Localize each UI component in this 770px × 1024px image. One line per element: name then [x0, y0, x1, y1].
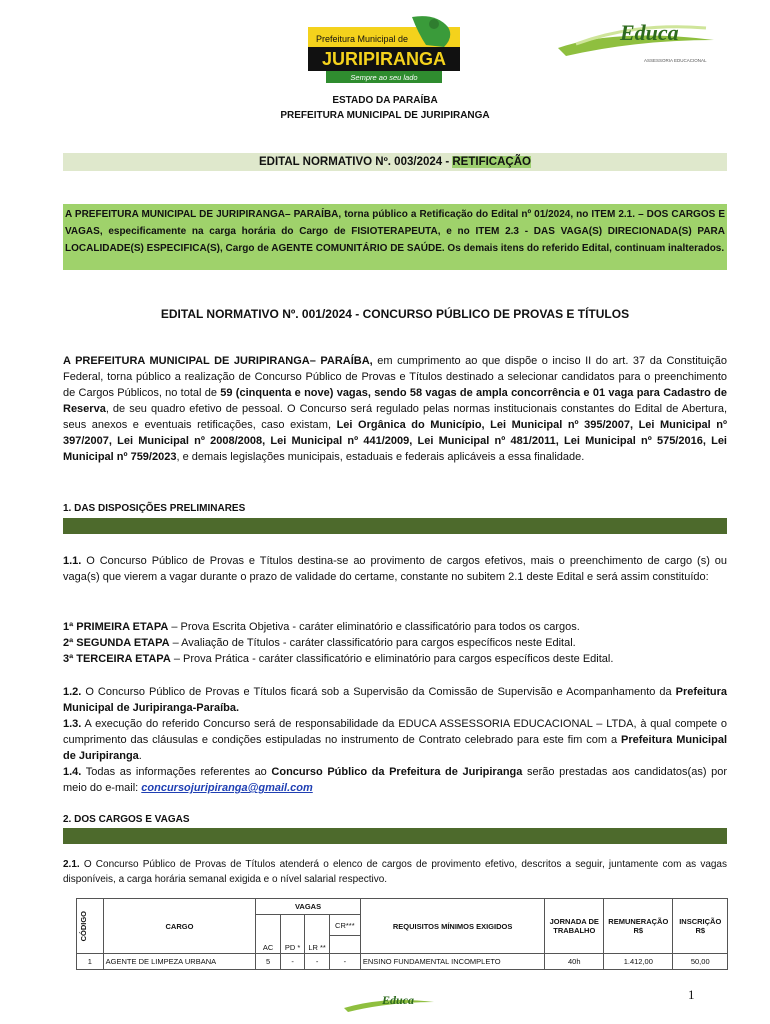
- p12-text: O Concurso Público de Provas e Títulos ficará sob a Supervisão da Comissão de Supervisão e Acompanhamento da: [81, 686, 676, 698]
- paragraphs-1-2-to-1-4: [63, 684, 727, 796]
- retificacao-title-prefix: EDITAL NORMATIVO Nº. 003/2024 -: [259, 156, 453, 168]
- etapa-3-label: 3ª TERCEIRA ETAPA: [63, 653, 171, 665]
- section-1-bar: [63, 518, 727, 534]
- educa-logo: [556, 18, 716, 66]
- footer-educa-logo: [344, 990, 434, 1016]
- cargos-table: [76, 898, 728, 970]
- footer-logo-text: Educa: [382, 993, 415, 1007]
- header-codigo: CÓDIGO: [77, 899, 104, 954]
- cell-inscricao: 50,00: [673, 954, 728, 970]
- cell-lr: -: [305, 954, 330, 970]
- header-ac: AC: [256, 915, 281, 954]
- educa-logo-sub: ASSESSORIA EDUCACIONAL: [644, 58, 707, 63]
- retificacao-title: [63, 153, 727, 171]
- intro-bold-2: 59 (cinquenta e nove) vagas, sendo 58 vagas de ampla concorrência e 01 vaga para Cadastro de Reserva: [63, 387, 728, 415]
- section-2-bar: [63, 828, 727, 844]
- header-remuneracao: REMUNERAÇÃO R$: [604, 899, 673, 954]
- p21-text: O Concurso Público de Provas de Títulos atenderá o elenco de cargos de provimento efetivo, descritos a seguir, juntamente com as vagas disponíveis, a carga horária semanal exigida e o nível salarial respectivo.: [63, 859, 727, 885]
- intro-bold-3: Lei Orgânica do Município, Lei Municipal nº 395/2007, Lei Municipal nº 397/2007, Lei Municipal nº 2008/2008, Lei Municipal nº 441/2009, Lei Municipal nº 481/2011, Lei Municipal nº 575/2016, Lei Municipal nº 759/2023: [63, 419, 728, 463]
- retificacao-text: A PREFEITURA MUNICIPAL DE JURIPIRANGA– PARAÍBA, torna público a Retificação do Edital nº 01/2024, no ITEM 2.1. – DOS CARGOS E VAGAS, especificamente na carga horária do Cargo de FISIOTERAPEUTA, e no ITEM 2.3 - DAS VAGA(S) DIRECIONADA(S) PARA LOCALIDADE(S) ESPECIFICA(S), Cargo de AGENTE COMUNITÁRIO DE SAÚDE. Os demais itens do referido Edital, continuam inalterados.: [65, 209, 725, 254]
- section-1-title: 1. DAS DISPOSIÇÕES PRELIMINARES: [63, 503, 246, 514]
- header-requisitos: REQUISITOS MÍNIMOS EXIGIDOS: [360, 899, 545, 954]
- etapas-list: [63, 619, 727, 667]
- cell-pd: -: [280, 954, 305, 970]
- header-cargo: CARGO: [103, 899, 256, 954]
- intro-bold-1: A PREFEITURA MUNICIPAL DE JURIPIRANGA– PARAÍBA,: [63, 355, 373, 367]
- p13-num: 1.3.: [63, 718, 82, 730]
- retificacao-title-highlight: RETIFICAÇÃO: [452, 156, 531, 168]
- p12-num: 1.2.: [63, 686, 82, 698]
- etapa-1-label: 1ª PRIMEIRA ETAPA: [63, 621, 169, 633]
- intro-text-1: em cumprimento ao que dispõe o inciso II do art. 37 da Constituição Federal, torna público a realização de Concurso Público de Provas e Títulos destinado a selecionar candidatos para o preenchimento de Cargos Públicos, no total de: [63, 355, 728, 399]
- etapa-3: [63, 651, 727, 667]
- header-jornada: JORNADA DE TRABALHO: [545, 899, 604, 954]
- header-lr: LR **: [305, 915, 330, 954]
- logo-slogan-text: Sempre ao seu lado: [350, 73, 418, 82]
- p12-bold: Prefeitura Municipal de Juripiranga-Paraíba.: [63, 686, 727, 714]
- table-row: [77, 954, 728, 970]
- p13-bold: Prefeitura Municipal de Juripiranga: [63, 734, 727, 762]
- cell-ac: 5: [256, 954, 281, 970]
- educa-logo-text: Educa: [620, 20, 679, 45]
- etapa-3-text: – Prova Prática - caráter classificatório e eliminatório para cargos específicos deste Edital.: [170, 653, 614, 665]
- logo-top-text: Prefeitura Municipal de: [316, 34, 409, 44]
- p14-text-2: serão prestadas aos candidatos(as) por meio do e-mail:: [63, 766, 727, 794]
- p11-text: O Concurso Público de Provas e Títulos destina-se ao provimento de cargos efetivos, mais o preenchimento de cargo (s) ou vaga(s) que vierem a vagar durante o prazo de validade do certame, constante no subitem 2.1 deste Edital e será assim constituído:: [63, 555, 727, 583]
- section-2-title: 2. DOS CARGOS E VAGAS: [63, 814, 190, 825]
- paragraph-2-1: [63, 857, 727, 887]
- cell-remuneracao: 1.412,00: [604, 954, 673, 970]
- header-pd: PD *: [280, 915, 305, 954]
- contact-email-link[interactable]: concursojuripiranga@gmail.com: [141, 782, 313, 794]
- paragraph-1-2: [63, 684, 727, 716]
- cell-requisitos: ENSINO FUNDAMENTAL INCOMPLETO: [360, 954, 545, 970]
- page-number: 1: [688, 987, 695, 1002]
- p13-text: A execução do referido Concurso será de responsabilidade da EDUCA ASSESSORIA EDUCACIONAL – LTDA, à qual compete o cumprimento das cláusulas e condições estipuladas no instrumento de Contrato celebrado para este fim com a: [63, 718, 727, 746]
- cell-cargo: AGENTE DE LIMPEZA URBANA: [103, 954, 256, 970]
- retificacao-box: [63, 204, 727, 270]
- p11-num: 1.1.: [63, 555, 82, 567]
- header-vagas: VAGAS: [256, 899, 361, 915]
- intro-text-2: , de seu quadro efetivo de pessoal. O Concurso será regulado pelas normas institucionais constantes do Edital de Abertura, seus anexos e eventuais retificações, caso existam,: [63, 403, 727, 431]
- etapa-2-text: – Avaliação de Títulos - caráter classificatório para cargos específicos neste Edital.: [169, 637, 576, 649]
- etapa-2: [63, 635, 727, 651]
- p21-num: 2.1.: [63, 859, 80, 870]
- edital-title: EDITAL NORMATIVO Nº. 001/2024 - CONCURSO PÚBLICO DE PROVAS E TÍTULOS: [160, 307, 630, 321]
- paragraph-1-3: [63, 716, 727, 764]
- cell-jornada: 40h: [545, 954, 604, 970]
- prefeitura-heading: PREFEITURA MUNICIPAL DE JURIPIRANGA: [280, 110, 490, 121]
- etapa-2-label: 2ª SEGUNDA ETAPA: [63, 637, 170, 649]
- header-cr: CR***: [329, 915, 360, 936]
- juripiranga-logo: [308, 15, 460, 85]
- p14-text: Todas as informações referentes ao: [81, 766, 272, 778]
- logo-name-text: JURIPIRANGA: [321, 49, 447, 69]
- header-cr-blank: [329, 936, 360, 954]
- p13-end: .: [138, 750, 142, 762]
- etapa-1-text: – Prova Escrita Objetiva - caráter eliminatório e classificatório para todos os cargos.: [168, 621, 580, 633]
- paragraph-1-4: [63, 764, 727, 796]
- cell-codigo: 1: [77, 954, 104, 970]
- state-heading: ESTADO DA PARAÍBA: [332, 95, 438, 106]
- p14-num: 1.4.: [63, 766, 82, 778]
- cell-cr: -: [329, 954, 360, 970]
- etapa-1: [63, 619, 727, 635]
- header-inscricao: INSCRIÇÃO R$: [673, 899, 728, 954]
- intro-text-3: , e demais legislações municipais, estaduais e federais aplicáveis a essa finalidade.: [176, 451, 585, 463]
- paragraph-1-1: [63, 553, 727, 585]
- intro-paragraph: [63, 353, 727, 465]
- p14-bold: Concurso Público da Prefeitura de Juripiranga: [271, 766, 523, 778]
